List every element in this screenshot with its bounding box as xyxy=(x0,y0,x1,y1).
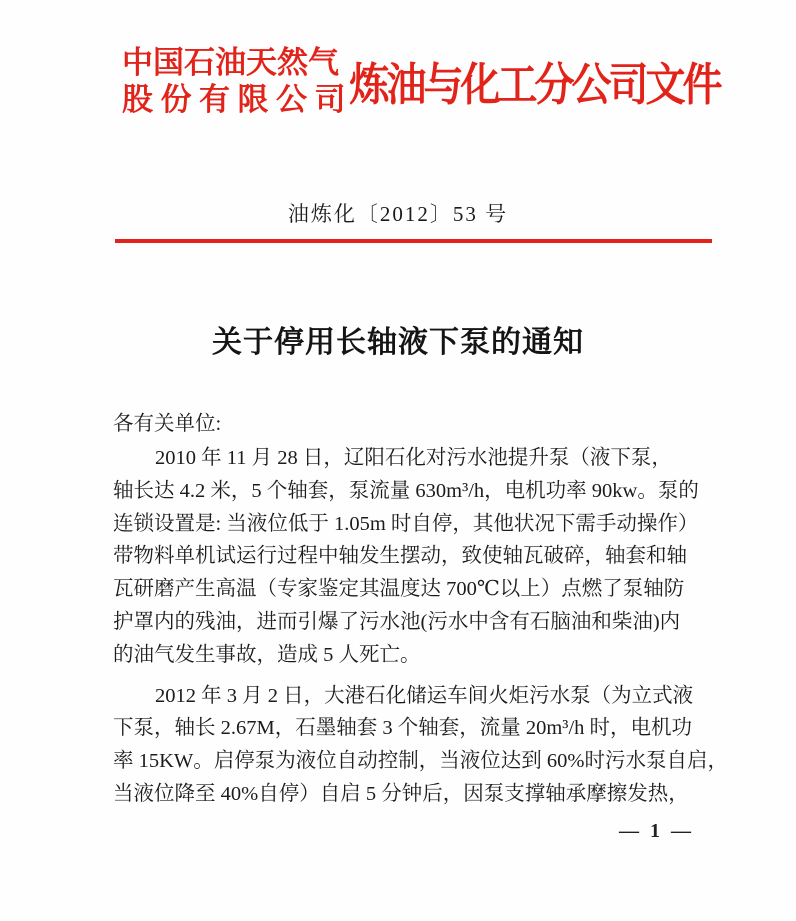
body-line: 连锁设置是: 当液位低于 1.05m 时自停，其他状况下需手动操作） xyxy=(113,512,699,535)
document-letterhead xyxy=(0,0,796,118)
paragraph-2 xyxy=(113,680,728,811)
body-line: 带物料单机试运行过程中轴发生摆动，致使轴瓦破碎，轴套和轴 xyxy=(113,545,687,568)
body-line: 瓦研磨产生高温（专家鉴定其温度达 700℃以上）点燃了泵轴防 xyxy=(113,578,685,601)
body-line: 2012 年 3 月 2 日，大港石化储运车间火炬污水泵（为立式液 xyxy=(155,684,694,707)
paragraph-1 xyxy=(113,442,716,672)
organization-name-line2: 股份有限公司 xyxy=(122,82,353,117)
organization-name xyxy=(122,44,353,118)
notice-title: 关于停用长轴液下泵的通知 xyxy=(212,326,584,359)
red-divider-line xyxy=(115,239,712,243)
department-document-title: 炼油与化工分公司文件 xyxy=(349,59,720,110)
page-number: — 1 — xyxy=(619,820,694,842)
body-line: 的油气发生事故，造成 5 人死亡。 xyxy=(113,643,421,666)
organization-name-line1: 中国石油天然气 xyxy=(122,45,339,80)
salutation: 各有关单位: xyxy=(113,413,222,435)
body-line: 护罩内的残油，进而引爆了污水池(污水中含有石脑油和柴油)内 xyxy=(113,610,681,633)
document-number: 油炼化〔2012〕53 号 xyxy=(287,202,509,226)
body-line: 2010 年 11 月 28 日，辽阳石化对污水池提升泵（液下泵， xyxy=(155,447,672,469)
body-line: 轴长达 4.2 米，5 个轴套，泵流量 630m³/h，电机功率 90kw。泵的 xyxy=(113,479,699,502)
body-line: 下泵，轴长 2.67M，石墨轴套 3 个轴套，流量 20m³/h 时，电机功 xyxy=(113,717,693,740)
notice-body xyxy=(113,407,728,811)
body-line: 当液位降至 40%自停）自启 5 分钟后，因泵支撑轴承摩擦发热， xyxy=(113,782,689,805)
body-line: 率 15KW。启停泵为液位自动控制，当液位达到 60%时污水泵自启， xyxy=(113,750,728,773)
